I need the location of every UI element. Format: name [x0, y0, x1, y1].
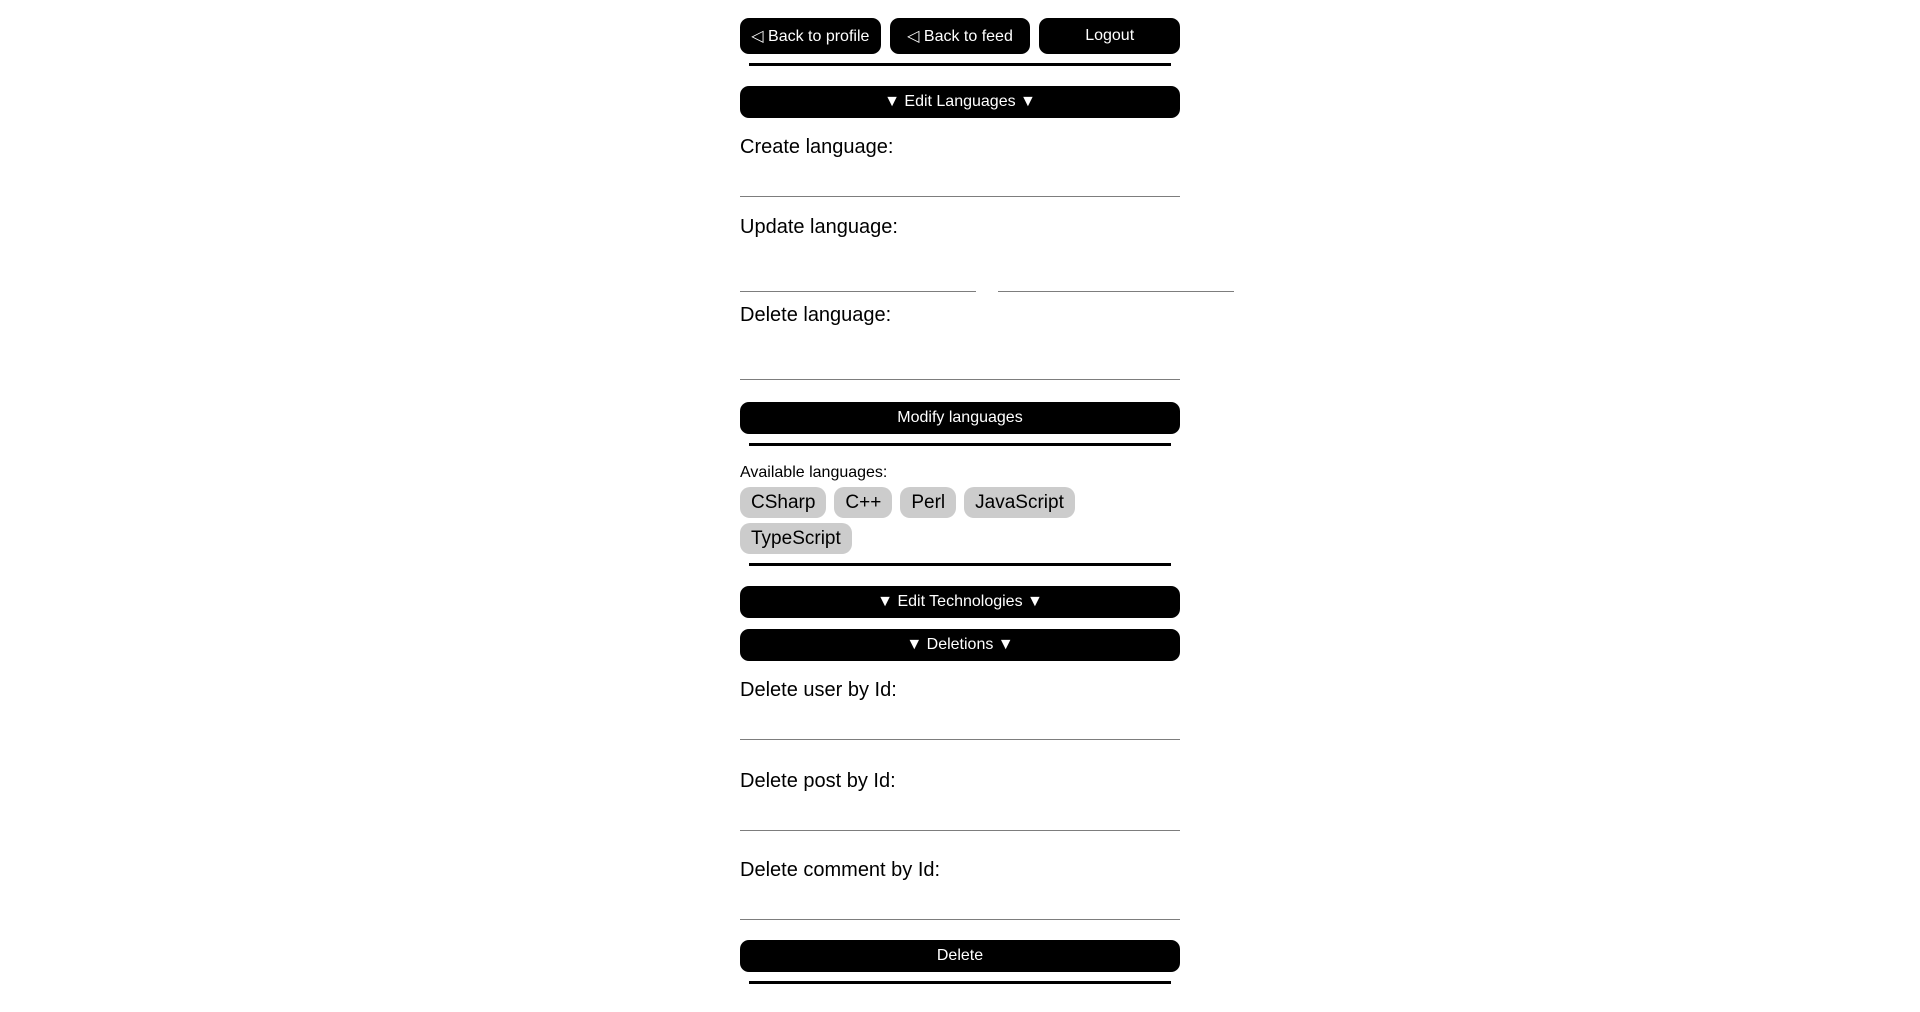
language-tag: JavaScript — [964, 487, 1075, 518]
language-tag: CSharp — [740, 487, 826, 518]
delete-comment-input[interactable] — [740, 890, 1180, 920]
available-languages-list — [740, 487, 1180, 554]
language-tag: TypeScript — [740, 523, 852, 554]
create-language-input[interactable] — [740, 167, 1180, 197]
update-language-inputs — [740, 262, 1180, 292]
update-language-new-input[interactable] — [998, 262, 1234, 292]
deletions-toggle[interactable]: ▼ Deletions ▼ — [740, 629, 1180, 661]
delete-post-label: Delete post by Id: — [740, 770, 896, 792]
logout-button[interactable]: Logout — [1039, 18, 1180, 54]
top-nav — [740, 18, 1180, 54]
back-to-profile-button[interactable]: ◁ Back to profile — [740, 18, 881, 54]
edit-languages-toggle[interactable]: ▼ Edit Languages ▼ — [740, 86, 1180, 118]
admin-panel — [740, 0, 1180, 984]
delete-language-label: Delete language: — [740, 304, 892, 326]
section-divider — [749, 63, 1171, 66]
section-divider — [749, 443, 1171, 446]
modify-languages-button[interactable]: Modify languages — [740, 402, 1180, 434]
update-language-label: Update language: — [740, 216, 898, 238]
delete-user-label: Delete user by Id: — [740, 679, 897, 701]
delete-language-input[interactable] — [740, 350, 1180, 380]
delete-post-input[interactable] — [740, 801, 1180, 831]
delete-user-input[interactable] — [740, 710, 1180, 740]
section-divider — [749, 563, 1171, 566]
back-to-feed-button[interactable]: ◁ Back to feed — [890, 18, 1031, 54]
section-divider — [749, 981, 1171, 984]
update-language-old-input[interactable] — [740, 262, 976, 292]
edit-technologies-toggle[interactable]: ▼ Edit Technologies ▼ — [740, 586, 1180, 618]
available-languages-label: Available languages: — [740, 464, 888, 481]
language-tag: C++ — [834, 487, 892, 518]
language-tag: Perl — [900, 487, 956, 518]
delete-button[interactable]: Delete — [740, 940, 1180, 972]
delete-comment-label: Delete comment by Id: — [740, 859, 941, 881]
create-language-label: Create language: — [740, 136, 894, 158]
